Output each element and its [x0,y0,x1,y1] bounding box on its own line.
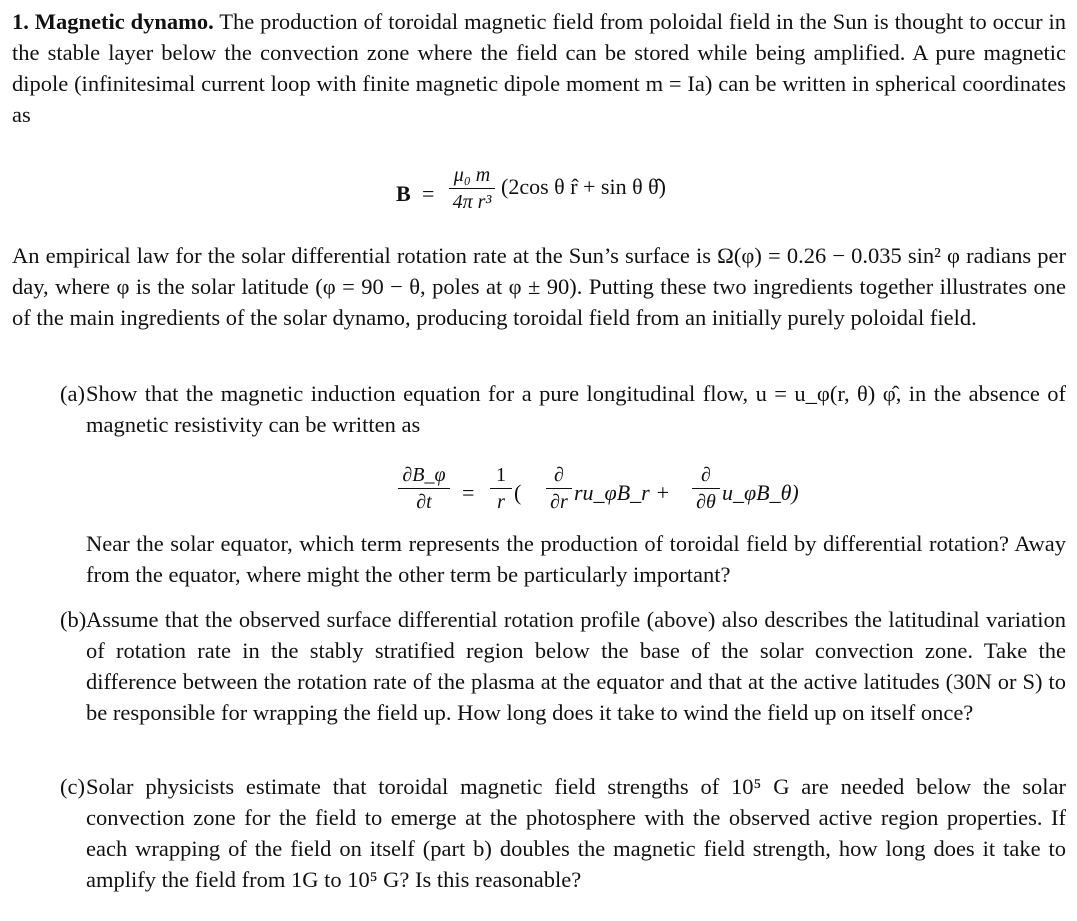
part-c [60,771,1066,895]
eq2-term1: ru_φB_r + [574,480,671,505]
eq1-numerator: μ₀ m [453,164,491,186]
eq2-equals: = [462,480,475,505]
eq2-coef-den: r [497,491,505,513]
part-a-question: Near the solar equator, which term represents the production of toroidal field by differential rotation? Away from the equator, where might the other term be particularly important? [86,531,1066,587]
induction-equation [398,464,818,524]
eq1-lhs: B [396,181,411,206]
eq2-term2: u_φB_θ) [722,480,799,505]
part-a-label: (a) [60,381,85,406]
rotation-law-paragraph: An empirical law for the solar differential rotation rate at the Sun’s surface is Ω(φ) = 0.26 − 0.035 sin² φ radians per day, where φ is the solar latitude (φ = 90 − θ, poles at φ ± 90). Putting these two ingredients together illustrates one of the main ingredients of the solar dynamo, producing toroidal field from an initially purely poloidal field. [12,243,1066,330]
eq2-dr-den: ∂r [550,491,568,513]
part-b-label: (b) [60,607,87,632]
eq1-denominator: 4π r³ [452,191,492,213]
eq2-dr-num: ∂ [554,464,564,486]
part-c-text: Solar physicists estimate that toroidal magnetic field strengths of 10⁵ G are needed below the solar convection zone for the field to emerge at the photosphere with the observed active region properties. If each wrapping of the field on itself (part b) doubles the magnetic field strength, how long does it take to amplify the field from 1G to 10⁵ G? Is this reasonable? [86,774,1066,892]
dipole-equation [396,164,796,224]
eq1-fraction [449,164,495,213]
eq2-open-paren: ( [514,480,522,505]
intro-text: The production of toroidal magnetic field from poloidal field in the Sun is thought to occur in the stable layer below the convection zone where the field can be stored while being amplified. A pure magnetic dipole (infinitesimal current loop with finite magnetic dipole moment m = Ia) can be written in spherical coordinates as [12,9,1066,127]
eq2-dtheta-fraction [692,464,720,513]
eq2-dr-fraction [546,464,572,513]
eq2-lhs-num: ∂B_φ [402,464,446,486]
eq2-coef-fraction [490,464,512,513]
part-c-label: (c) [60,774,85,799]
eq2-lhs-fraction [398,464,450,513]
part-a [60,378,1066,440]
eq2-dtheta-den: ∂θ [696,491,716,513]
eq1-rhs: (2cos θ r̂ + sin θ θ̂) [501,174,666,199]
eq2-coef-num: 1 [496,464,506,486]
part-b [60,604,1066,728]
eq1-equals: = [422,181,435,206]
problem-heading: 1. Magnetic dynamo. [12,9,214,34]
part-b-text: Assume that the observed surface differential rotation profile (above) also describes the latitudinal variation of rotation rate in the stably stratified region below the base of the solar convection zone. Take the difference between the rotation rate of the plasma at the equator and that at the active latitudes (30N or S) to be responsible for wrapping the field up. How long does it take to wind the field up on itself once? [86,607,1066,725]
eq2-dtheta-num: ∂ [701,464,711,486]
problem-intro [12,6,1066,130]
eq2-lhs-den: ∂t [416,491,432,513]
part-a-text: Show that the magnetic induction equation for a pure longitudinal flow, u = u_φ(r, θ) φ̂, in the absence of magnetic resistivity can be written as [86,381,1066,437]
